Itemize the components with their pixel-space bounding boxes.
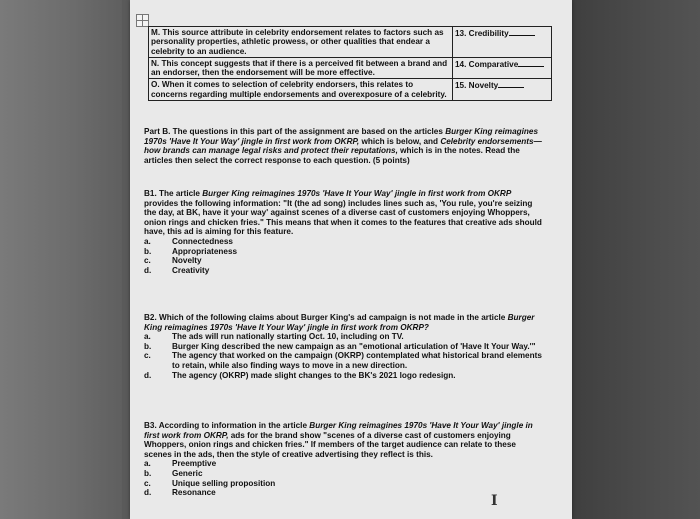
answer-option[interactable]: d. Creativity: [144, 265, 210, 275]
table-cell-term: 13. Credibility: [453, 27, 552, 58]
table-cell-definition: O. When it comes to selection of celebrity endorsers, this relates to concerns regarding multiple endorsements and overexposure of a celebrity.: [149, 79, 453, 101]
answer-options: [144, 459, 544, 497]
answer-option[interactable]: a. Preemptive: [144, 459, 217, 469]
answer-option[interactable]: c. Unique selling proposition: [144, 478, 276, 488]
table-cell-term: 15. Novelty: [453, 79, 552, 101]
answer-option[interactable]: c. The agency that worked on the campaign (OKRP) contemplated what historical brand elements to retain, while also finding ways to move in a new direction.: [144, 351, 542, 370]
answer-option[interactable]: d. The agency (OKRP) made slight changes to the BK's 2021 logo redesign.: [144, 370, 456, 380]
answer-option[interactable]: b. Appropriateness: [144, 246, 238, 256]
background-right: [572, 0, 700, 519]
background-left: [0, 0, 122, 519]
answer-blank[interactable]: [498, 80, 524, 88]
document-page: [130, 0, 572, 519]
answer-option[interactable]: d. Resonance: [144, 488, 216, 498]
table-row: [149, 57, 552, 79]
table-cell-definition: M. This source attribute in celebrity endorsement relates to factors such as personality properties, athletic prowess, or other qualities that endear a celebrity to an audience.: [149, 27, 453, 58]
answer-option[interactable]: b. Burger King described the new campaign as an "emotional articulation of 'Have It Your Way.'": [144, 341, 536, 351]
text-cursor-icon: I: [491, 493, 498, 509]
table-row: [149, 79, 552, 101]
question-b2: B2. Which of the following claims about Burger King's ad campaign is not made in the article Burger King reimagines 1970s 'Have It Your Way' jingle in first work from OKRP? a. The ads will run nationally starting Oct. 10, including on TV. b. Burger King described the new campaign as an "emotional articulation of 'Have It Your Way.'" c. The agency that worked on the campaign (OKRP) contemplated what historical brand elements to retain, while also finding ways to move in a new direction. d. The agency (OKRP) made slight changes to the BK's 2021 logo redesign.: [144, 313, 544, 380]
answer-option[interactable]: b. Generic: [144, 468, 203, 478]
table-cell-definition: N. This concept suggests that if there is a perceived fit between a brand and an endorser, then the endorsement will be more effective.: [149, 57, 453, 79]
answer-option[interactable]: c. Novelty: [144, 256, 202, 266]
table-cell-term: 14. Comparative: [453, 57, 552, 79]
answer-options: [144, 332, 544, 380]
answer-option[interactable]: a. Connectedness: [144, 236, 233, 246]
answer-option[interactable]: a. The ads will run nationally starting Oct. 10, including on TV.: [144, 332, 404, 342]
part-b-instructions: Part B. The questions in this part of the assignment are based on the articles Burger King reimagines 1970s 'Have It Your Way' jingle in first work from OKRP, which is below, and Celebrity endorsements—how brands can manage legal risks and protect their reputations, which is in the notes. Read the articles then select the correct response to each question. (5 points): [144, 127, 542, 165]
table-row: [149, 27, 552, 58]
matching-table: [148, 26, 552, 101]
answer-blank[interactable]: [518, 59, 544, 67]
answer-options: [144, 237, 544, 275]
question-b1: B1. The article Burger King reimagines 1970s 'Have It Your Way' jingle in first work from OKRP provides the following information: "It (the ad song) includes lines such as, 'You rule, you're seizing the day, at BK, have it your way' against scenes of a diverse cast of customers enjoying Whoppers, onion rings and chicken fries." This means that when it comes to the features that creative ads should have, this ad is aiming for this feature. a. Connectedness b. Appropriateness c. Novelty d. Creativity: [144, 189, 544, 275]
question-b3: B3. According to information in the article Burger King reimagines 1970s 'Have It Your Way' jingle in first work from OKRP, ads for the brand show "scenes of a diverse cast of customers enjoying Whoppers, onion rings and chicken fries." If members of the target audience can relate to these scenes in the ads, then the style of creative advertising they reflect is this. a. Preemptive b. Generic c. Unique selling proposition d. Resonance: [144, 421, 544, 498]
answer-blank[interactable]: [509, 28, 535, 36]
